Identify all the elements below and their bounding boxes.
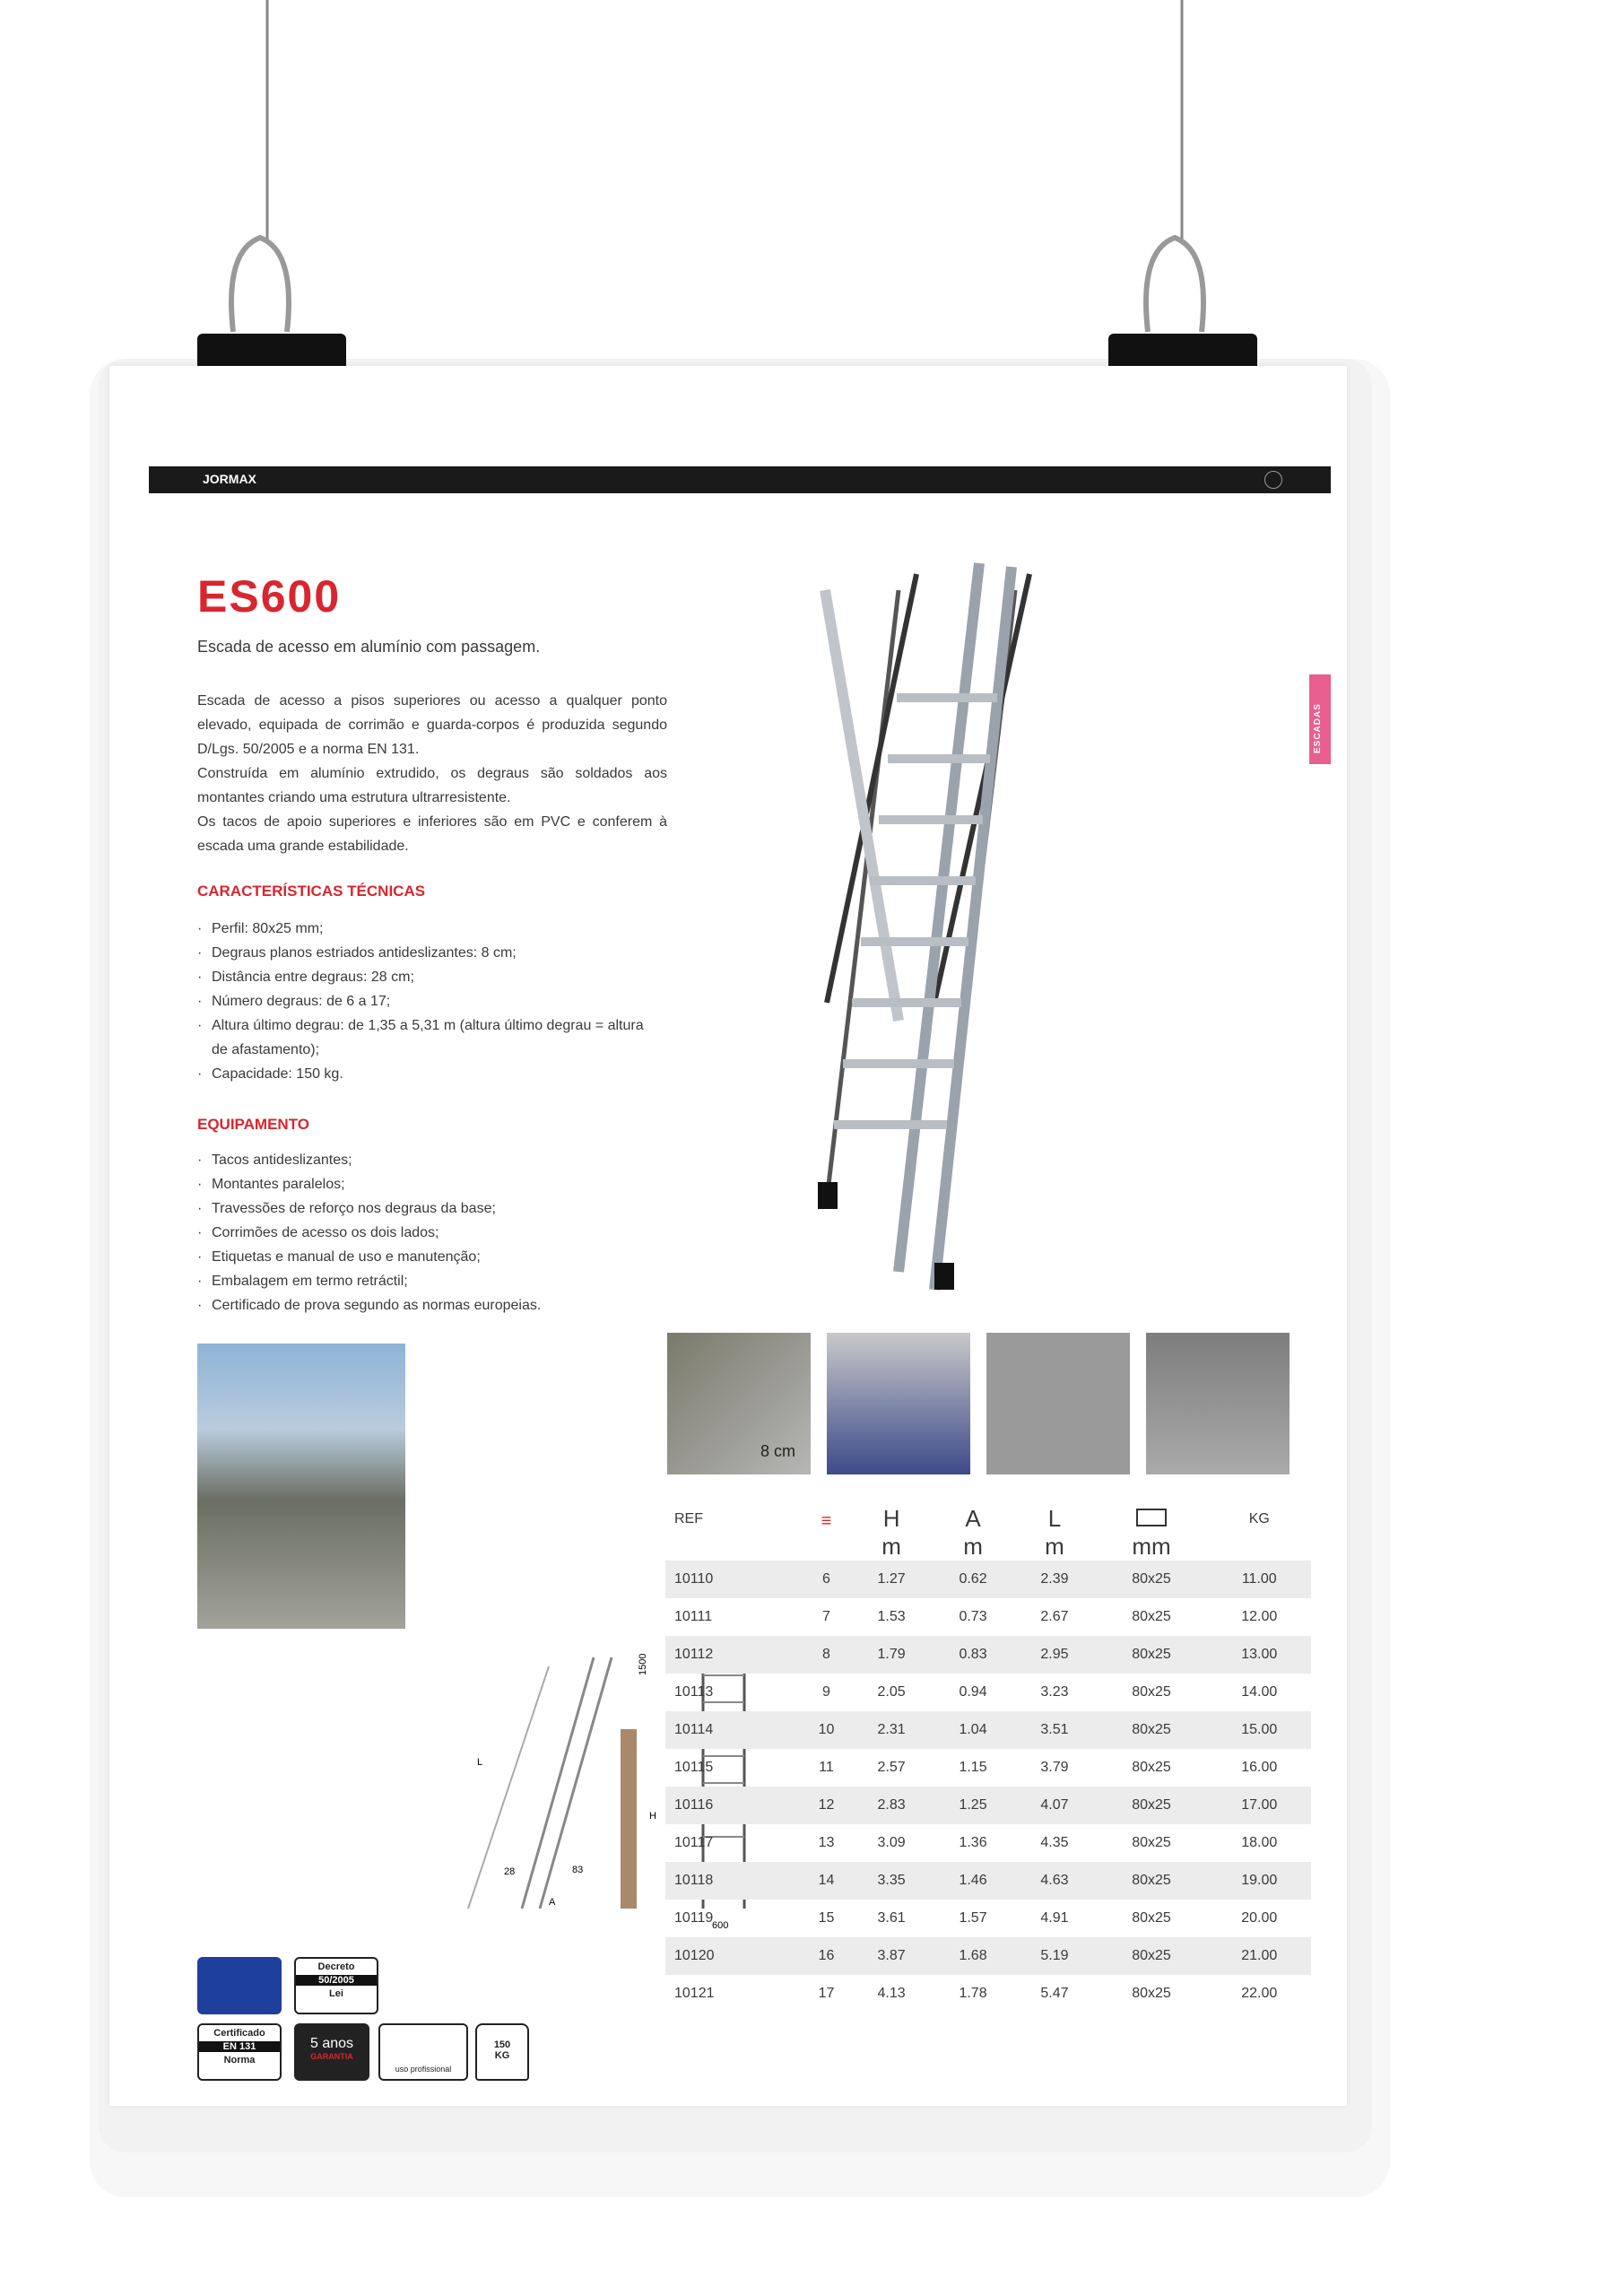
capacity-unit: KG: [494, 2050, 510, 2061]
catalog-page: [109, 366, 1347, 2106]
list-item: · Embalagem em termo retráctil;: [197, 1269, 646, 1293]
specs-list: [197, 917, 646, 1086]
product-title: ES600: [197, 571, 342, 622]
table-cell: 80x25: [1095, 1561, 1207, 1598]
table-cell: 17: [818, 1986, 835, 2001]
decreto-line-2: 50/2005: [296, 1975, 377, 1986]
table-cell: 13: [818, 1835, 835, 1850]
list-item: · Etiquetas e manual de uso e manutenção;: [197, 1245, 646, 1269]
table-cell: 80x25: [1132, 1684, 1171, 1700]
list-item: · Altura último degrau: de 1,35 a 5,31 m (altura último degrau = altura de afastamento);: [197, 1013, 646, 1062]
table-row: [665, 1787, 1311, 1824]
table-cell: 10118: [665, 1862, 802, 1900]
warranty-badge: [294, 2023, 369, 2081]
category-tab[interactable]: [1309, 674, 1331, 764]
table-row: [665, 1674, 1311, 1711]
table-cell: 1.15: [959, 1760, 987, 1775]
table-cell: 4.91: [1040, 1910, 1069, 1926]
table-cell: 5.47: [1040, 1986, 1069, 2001]
table-cell: 4.63: [1014, 1862, 1096, 1900]
list-item: · Travessões de reforço nos degraus da base;: [197, 1196, 646, 1221]
table-cell: 1.68: [933, 1937, 1014, 1975]
table-cell: 12: [802, 1787, 850, 1824]
list-item: · Certificado de prova segundo as normas europeias.: [197, 1293, 646, 1318]
table-row: [665, 1937, 1311, 1975]
list-item: · Corrimões de acesso os dois lados;: [197, 1221, 646, 1245]
table-cell: 10110: [665, 1561, 802, 1598]
table-cell: 4.35: [1040, 1835, 1069, 1850]
list-item: · Distância entre degraus: 28 cm;: [197, 965, 646, 989]
table-cell: 14: [802, 1862, 850, 1900]
table-cell: 19.00: [1208, 1862, 1311, 1900]
list-item: · Perfil: 80x25 mm;: [197, 917, 646, 941]
table-cell: 3.23: [1040, 1684, 1069, 1700]
table-cell: 15: [818, 1910, 835, 1926]
table-cell: 15.00: [1208, 1711, 1311, 1749]
col-kg: KG: [1248, 1510, 1270, 1526]
table-cell: 80x25: [1132, 1609, 1171, 1624]
equipment-heading: EQUIPAMENTO: [197, 1116, 309, 1133]
table-cell: 2.31: [851, 1711, 933, 1749]
table-row: [665, 1862, 1311, 1900]
table-cell: 2.83: [851, 1787, 933, 1824]
decreto-badge: [294, 1957, 378, 2014]
dim-a-label: A: [549, 1897, 556, 1908]
table-row: [665, 1561, 1311, 1598]
table-cell: 80x25: [1095, 1636, 1207, 1674]
table-row: [665, 1900, 1311, 1937]
table-cell: 0.94: [959, 1684, 987, 1700]
col-l: L: [1047, 1505, 1062, 1532]
description-paragraph: Escada de acesso a pisos superiores ou acesso a qualquer ponto elevado, equipada de corrimão e guarda-corpos é produzida segundo D/Lgs. 50/2005 e a norma EN 131.: [197, 693, 667, 757]
table-cell: 1.27: [851, 1561, 933, 1598]
unit-a: m: [963, 1533, 983, 1560]
technical-drawing: [414, 1639, 683, 1944]
table-cell: 80x25: [1132, 1760, 1171, 1775]
table-cell: 0.83: [933, 1636, 1014, 1674]
thumbnail-step[interactable]: [667, 1333, 811, 1474]
table-cell: 0.62: [933, 1561, 1014, 1598]
dim-1500-label: 1500: [638, 1653, 648, 1675]
list-item: · Degraus planos estriados antideslizantes: 8 cm;: [197, 941, 646, 965]
unit-profile: mm: [1132, 1533, 1171, 1560]
warranty-label: GARANTIA: [310, 2052, 353, 2061]
table-cell: 10121: [674, 1986, 715, 2001]
table-cell: 2.05: [877, 1684, 906, 1700]
dim-h-label: H: [649, 1811, 656, 1822]
table-cell: 7: [822, 1609, 830, 1624]
product-subtitle: Escada de acesso em alumínio com passagem.: [197, 638, 541, 656]
cert-line-1: Certificado: [213, 2028, 265, 2039]
unit-l: m: [1045, 1533, 1064, 1560]
profile-icon: [1095, 1505, 1207, 1533]
table-cell: 3.51: [1014, 1711, 1096, 1749]
eu-flag-icon: [197, 1957, 282, 2014]
table-cell: 11: [819, 1760, 834, 1775]
table-units-row: [665, 1533, 1311, 1561]
table-cell: 11.00: [1208, 1561, 1311, 1598]
unit-h: m: [881, 1533, 901, 1560]
col-ref: REF: [674, 1510, 703, 1526]
product-description: [197, 689, 667, 858]
table-cell: 10111: [674, 1609, 713, 1624]
dim-600-label: 600: [712, 1920, 729, 1931]
decreto-line-3: Lei: [329, 1988, 343, 1999]
table-cell: 80x25: [1095, 1711, 1207, 1749]
col-a: A: [965, 1505, 981, 1532]
certificado-badge: [197, 2023, 282, 2081]
steps-icon: ≡: [821, 1511, 832, 1531]
decreto-line-1: Decreto: [317, 1961, 355, 1972]
equipment-list: [197, 1148, 646, 1318]
table-cell: 3.61: [877, 1910, 906, 1926]
table-cell: 20.00: [1241, 1910, 1278, 1926]
table-cell: 80x25: [1132, 1835, 1171, 1850]
table-cell: 18.00: [1241, 1835, 1278, 1850]
table-cell: 10116: [665, 1787, 802, 1824]
table-cell: 80x25: [1132, 1910, 1171, 1926]
jormax-logo: JORMAX: [203, 472, 256, 486]
dim-28-label: 28: [504, 1866, 516, 1877]
specs-heading: CARACTERÍSTICAS TÉCNICAS: [197, 883, 426, 900]
description-paragraph: Construída em alumínio extrudido, os degraus são soldados aos montantes criando uma estrutura ultrarresistente.: [197, 766, 667, 805]
step-width-label: 8 cm: [760, 1442, 796, 1460]
table-cell: 16.00: [1241, 1760, 1278, 1775]
description-paragraph: Os tacos de apoio superiores e inferiores são em PVC e conferem à escada uma grande estabilidade.: [197, 814, 667, 854]
table-cell: 1.04: [933, 1711, 1014, 1749]
cert-line-2: EN 131: [199, 2041, 280, 2052]
table-cell: 2.57: [877, 1760, 906, 1775]
product-table: [665, 1505, 1311, 2013]
table-cell: 80x25: [1095, 1862, 1207, 1900]
table-cell: 3.79: [1040, 1760, 1069, 1775]
table-cell: 4.07: [1014, 1787, 1096, 1824]
professional-use-label: uso profissional: [395, 2065, 452, 2074]
table-header-row: [665, 1505, 1311, 1533]
table-cell: 1.79: [851, 1636, 933, 1674]
table-cell: 80x25: [1132, 1986, 1171, 2001]
table-cell: 5.19: [1014, 1937, 1096, 1975]
table-cell: 10117: [674, 1835, 714, 1850]
table-cell: 10114: [665, 1711, 802, 1749]
table-cell: 10113: [674, 1684, 714, 1700]
col-h: H: [882, 1505, 900, 1532]
header-band: [149, 466, 1331, 493]
capacity-value: 150: [493, 2039, 511, 2050]
table-cell: 2.39: [1014, 1561, 1096, 1598]
thumbnail-handrail[interactable]: [986, 1333, 1130, 1474]
table-cell: 16: [802, 1937, 850, 1975]
table-cell: 14.00: [1241, 1684, 1278, 1700]
list-item: · Montantes paralelos;: [197, 1172, 646, 1196]
table-cell: 10119: [674, 1910, 714, 1926]
table-cell: 6: [802, 1561, 850, 1598]
table-cell: 80x25: [1095, 1787, 1207, 1824]
table-cell: 2.95: [1014, 1636, 1096, 1674]
table-cell: 17.00: [1208, 1787, 1311, 1824]
table-cell: 10: [802, 1711, 850, 1749]
table-cell: 1.78: [959, 1986, 987, 2001]
table-cell: 10120: [665, 1937, 802, 1975]
table-cell: 9: [822, 1684, 830, 1700]
professional-use-badge: [378, 2023, 468, 2081]
table-cell: 1.25: [933, 1787, 1014, 1824]
table-cell: 10112: [665, 1636, 802, 1674]
table-cell: 1.46: [933, 1862, 1014, 1900]
table-cell: 1.57: [959, 1910, 987, 1926]
circle-icon: [1264, 471, 1282, 489]
table-row: [665, 1749, 1311, 1787]
cert-line-3: Norma: [223, 2055, 256, 2066]
table-row: [665, 1975, 1311, 2013]
ladder-in-use-photo: [197, 1344, 405, 1629]
table-cell: 21.00: [1208, 1937, 1311, 1975]
table-cell: 1.53: [877, 1609, 906, 1624]
table-cell: 22.00: [1241, 1986, 1278, 2001]
dim-l-label: L: [477, 1757, 483, 1768]
table-row: [665, 1598, 1311, 1636]
table-cell: 2.67: [1040, 1609, 1069, 1624]
category-tab-label: ESCADAS: [1313, 703, 1323, 753]
table-cell: 1.36: [959, 1835, 987, 1850]
table-cell: 4.13: [877, 1986, 906, 2001]
table-cell: 3.35: [851, 1862, 933, 1900]
table-cell: 8: [802, 1636, 850, 1674]
ladder-product-image: [800, 554, 1105, 1308]
table-cell: 10115: [674, 1760, 714, 1775]
table-cell: 12.00: [1241, 1609, 1278, 1624]
warranty-years: 5 anos: [309, 2036, 354, 2051]
dim-83-label: 83: [572, 1865, 584, 1875]
table-cell: 0.73: [959, 1609, 987, 1624]
thumbnail-foot[interactable]: [827, 1333, 970, 1474]
list-item: · Capacidade: 150 kg.: [197, 1062, 646, 1086]
table-cell: 3.09: [877, 1835, 906, 1850]
table-row: [665, 1636, 1311, 1674]
table-cell: 13.00: [1208, 1636, 1311, 1674]
table-row: [665, 1824, 1311, 1862]
table-row: [665, 1711, 1311, 1749]
table-cell: 80x25: [1095, 1937, 1207, 1975]
weight-capacity-icon: [475, 2023, 529, 2081]
list-item: · Tacos antideslizantes;: [197, 1148, 646, 1172]
thumbnail-base[interactable]: [1146, 1333, 1290, 1474]
list-item: · Número degraus: de 6 a 17;: [197, 989, 646, 1013]
table-cell: 3.87: [851, 1937, 933, 1975]
